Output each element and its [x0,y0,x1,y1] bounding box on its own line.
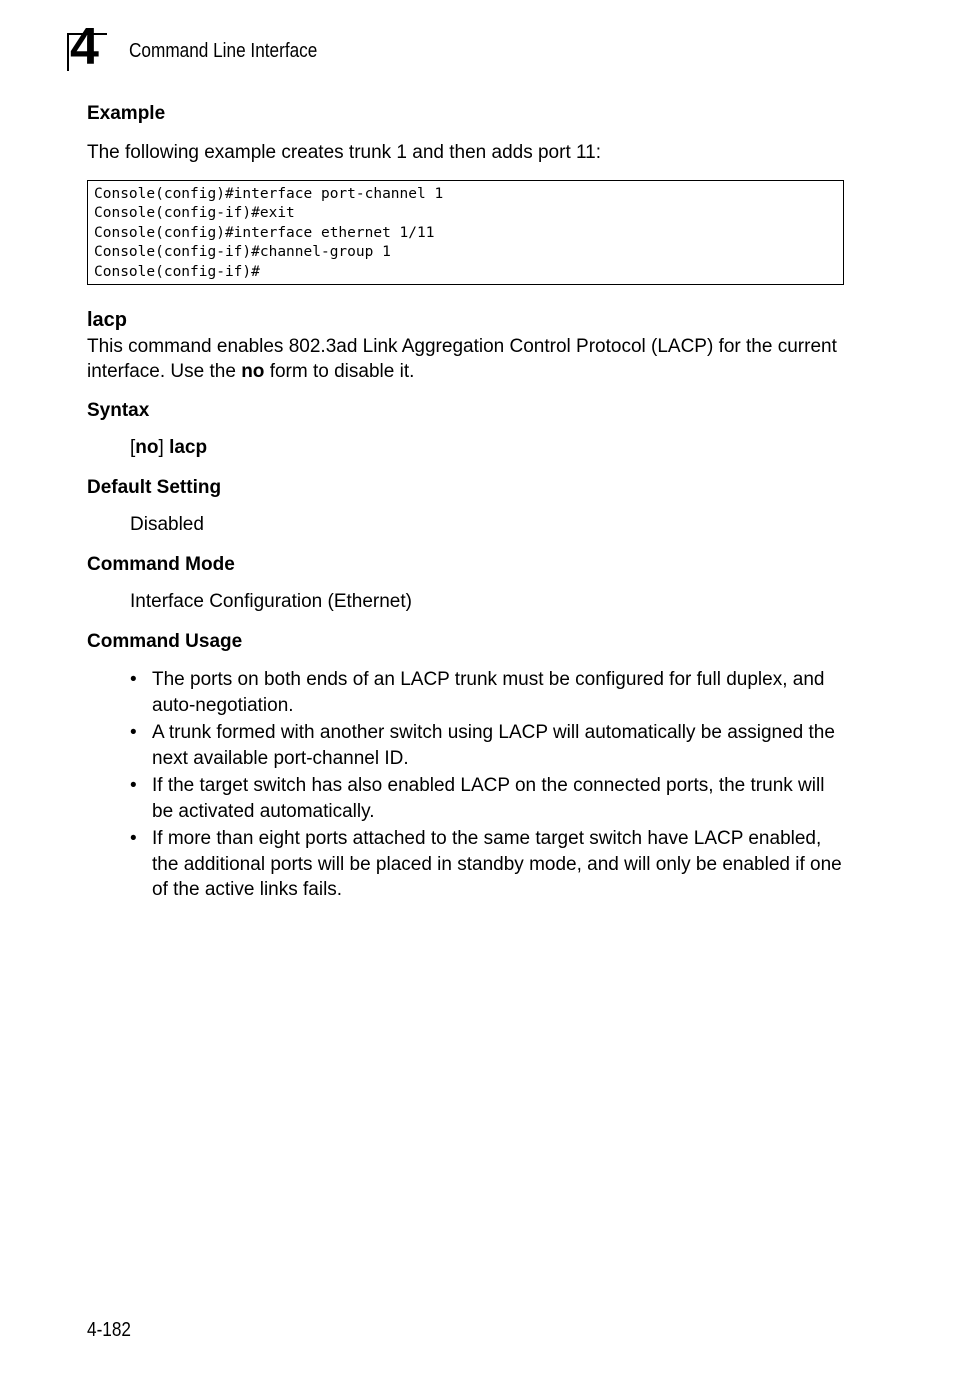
code-line: Console(config-if)#channel-group 1 [94,244,391,261]
bullet-icon: • [130,828,137,849]
example-heading: Example [87,103,166,124]
command-description [87,334,847,384]
syntax-command-keyword: lacp [169,437,208,458]
running-header-title: Command Line Interface [129,40,318,62]
command-description-text: This command enables 802.3ad Link Aggregation Control Protocol (LACP) for the current interface. Use the [87,336,837,382]
no-keyword: no [241,361,265,382]
code-example-block [87,180,844,285]
command-usage-heading: Command Usage [87,631,243,652]
bullet-icon: • [130,722,137,743]
example-intro: The following example creates trunk 1 and then adds port 11: [87,142,602,163]
bullet-icon: • [130,669,137,690]
list-item [130,720,850,771]
code-line: Console(config-if)# [94,263,260,280]
default-setting-heading: Default Setting [87,477,222,498]
chapter-number: 4 [70,18,99,76]
syntax-heading: Syntax [87,400,150,421]
list-item [130,667,850,718]
code-line: Console(config)#interface ethernet 1/11 [94,224,435,241]
list-item-text: A trunk formed with another switch using LACP will automatically be assigned the next available port-channel ID. [152,722,835,769]
command-mode-value: Interface Configuration (Ethernet) [130,591,412,612]
list-item-text: If the target switch has also enabled LACP on the connected ports, the trunk will be activated automatically. [152,775,825,822]
list-item-text: If more than eight ports attached to the same target switch have LACP enabled, the additional ports will be placed in standby mode, and will only be enabled if one of the active links fails. [152,828,842,900]
code-line: Console(config-if)#exit [94,205,295,222]
syntax-open-bracket: [ [130,437,136,458]
command-description-tail: form to disable it. [264,361,415,382]
syntax-close-bracket: ] [158,437,170,458]
command-usage-list [130,667,850,905]
syntax-line [130,436,207,460]
command-title: lacp [87,309,128,331]
code-line: Console(config)#interface port-channel 1 [94,186,444,202]
syntax-no-keyword: no [135,437,159,458]
list-item [130,773,850,824]
default-setting-value: Disabled [130,514,204,535]
list-item-text: The ports on both ends of an LACP trunk must be configured for full duplex, and auto-negotiation. [152,669,825,716]
command-mode-heading: Command Mode [87,554,235,575]
list-item [130,826,850,903]
page-number: 4-182 [87,1319,131,1341]
bullet-icon: • [130,775,137,796]
